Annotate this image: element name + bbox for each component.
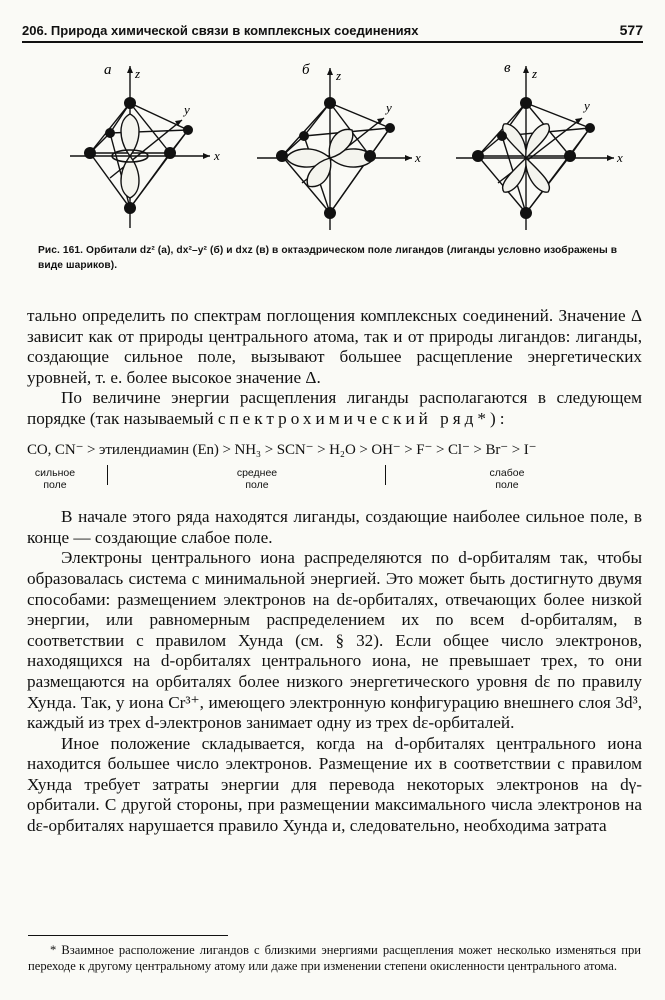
- running-header: [22, 14, 643, 43]
- figure-a-label: а: [104, 62, 112, 78]
- figure-a-axis-y: y: [184, 102, 190, 117]
- weak-field-label: слабое поле: [489, 467, 525, 492]
- figure-b-axis-y: y: [386, 100, 392, 115]
- paragraph-continued: тально определить по спектрам поглощения комплексных соединений. Значение Δ зависит как от природы центрального атома, так и от природы лигандов: лиганды, создающие сильное поле, вызывают большее расщепление энергетических уровней, т. е. более высокое значение Δ.: [27, 306, 642, 387]
- divider-medium-weak: [385, 465, 386, 485]
- strong-field-label: сильное поле: [34, 467, 76, 492]
- figure-a-axis-x: x: [214, 148, 220, 163]
- figure-v-dxz: [452, 48, 627, 238]
- divider-strong-medium: [107, 465, 108, 485]
- figure-v-axis-z: z: [532, 66, 538, 81]
- paragraph-series-intro: [27, 388, 642, 429]
- orbital-figures: [0, 48, 665, 238]
- spectrochemical-series: CO, CN⁻ > этилендиамин (En) > NH₃ > SCN⁻ > H₂O > OH⁻ > F⁻ > Cl⁻ > Br⁻ > I⁻: [27, 441, 537, 458]
- main-text: [27, 306, 642, 837]
- figure-v-axis-y: y: [584, 98, 590, 113]
- page-number: 577: [619, 22, 643, 38]
- figure-a-axis-z: z: [135, 66, 141, 81]
- figure-a-dz2: [70, 48, 230, 238]
- figure-v-axis-x: x: [617, 150, 623, 165]
- series-term: спектрохимический ряд*):: [217, 408, 509, 428]
- paragraph-more-electrons: Иное положение складывается, когда на d-орбиталях центрального иона находится большее число электронов. Размещение их в соответствии с правилом Хунда требует затраты энергии для перевода некоторых электронов на dγ-орбитали. С другой стороны, при размещении максимального числа электронов на dε-орбиталях нарушается правило Хунда и, следовательно, необходима затрата: [27, 733, 642, 836]
- field-strength-labels: [27, 463, 642, 503]
- figure-b-axis-z: z: [336, 68, 342, 83]
- footnote: * Взаимное расположение лигандов с близкими энергиями расщепления может несколько изменяться при переходе к другому центральному атому или даже при изменении степени окисленности центрального атома.: [28, 943, 641, 974]
- medium-field-label: среднее поле: [236, 467, 278, 492]
- series-intro-text: По величине энергии расщепления лиганды располагаются в следующем порядке (так называемый: [27, 388, 642, 428]
- figure-b-label: б: [302, 62, 310, 78]
- paragraph-series-ends: В начале этого ряда находятся лиганды, создающие наиболее сильное поле, в конце — создающие слабое поле.: [27, 507, 642, 547]
- running-title: 206. Природа химической связи в комплексных соединениях: [22, 23, 419, 38]
- figure-caption: Рис. 161. Орбитали dz² (а), dx²–y² (б) и dxz (в) в октаэдрическом поле лигандов (лиганды условно изображены в виде шариков).: [38, 245, 618, 271]
- figure-v-label: в: [504, 60, 511, 76]
- figure-b-axis-x: x: [415, 150, 421, 165]
- paragraph-electron-distribution: Электроны центрального иона распределяются по d-орбиталям так, чтобы образовалась система с минимальной энергией. Это может быть достигнуто двумя способами: размещением электронов на dε-орбиталях, отвечающих более низкой энергии, или равномерным распределением их по всем d-орбиталям, в соответствии с правилом Хунда (см. § 32). Если общее число электронов, находящихся на d-орбиталях центрального иона, не превышает трех, то они размещаются на орбиталях более низкого энергетического уровня dε по правилу Хунда. Так, у иона Cr³⁺, имеющего электронную конфигурацию внешнего слоя 3d³, каждый из трех d-электронов занимает одну из трех dε-орбиталей.: [27, 548, 642, 733]
- figure-b-dx2y2: [252, 48, 427, 238]
- footnote-rule: [28, 935, 228, 936]
